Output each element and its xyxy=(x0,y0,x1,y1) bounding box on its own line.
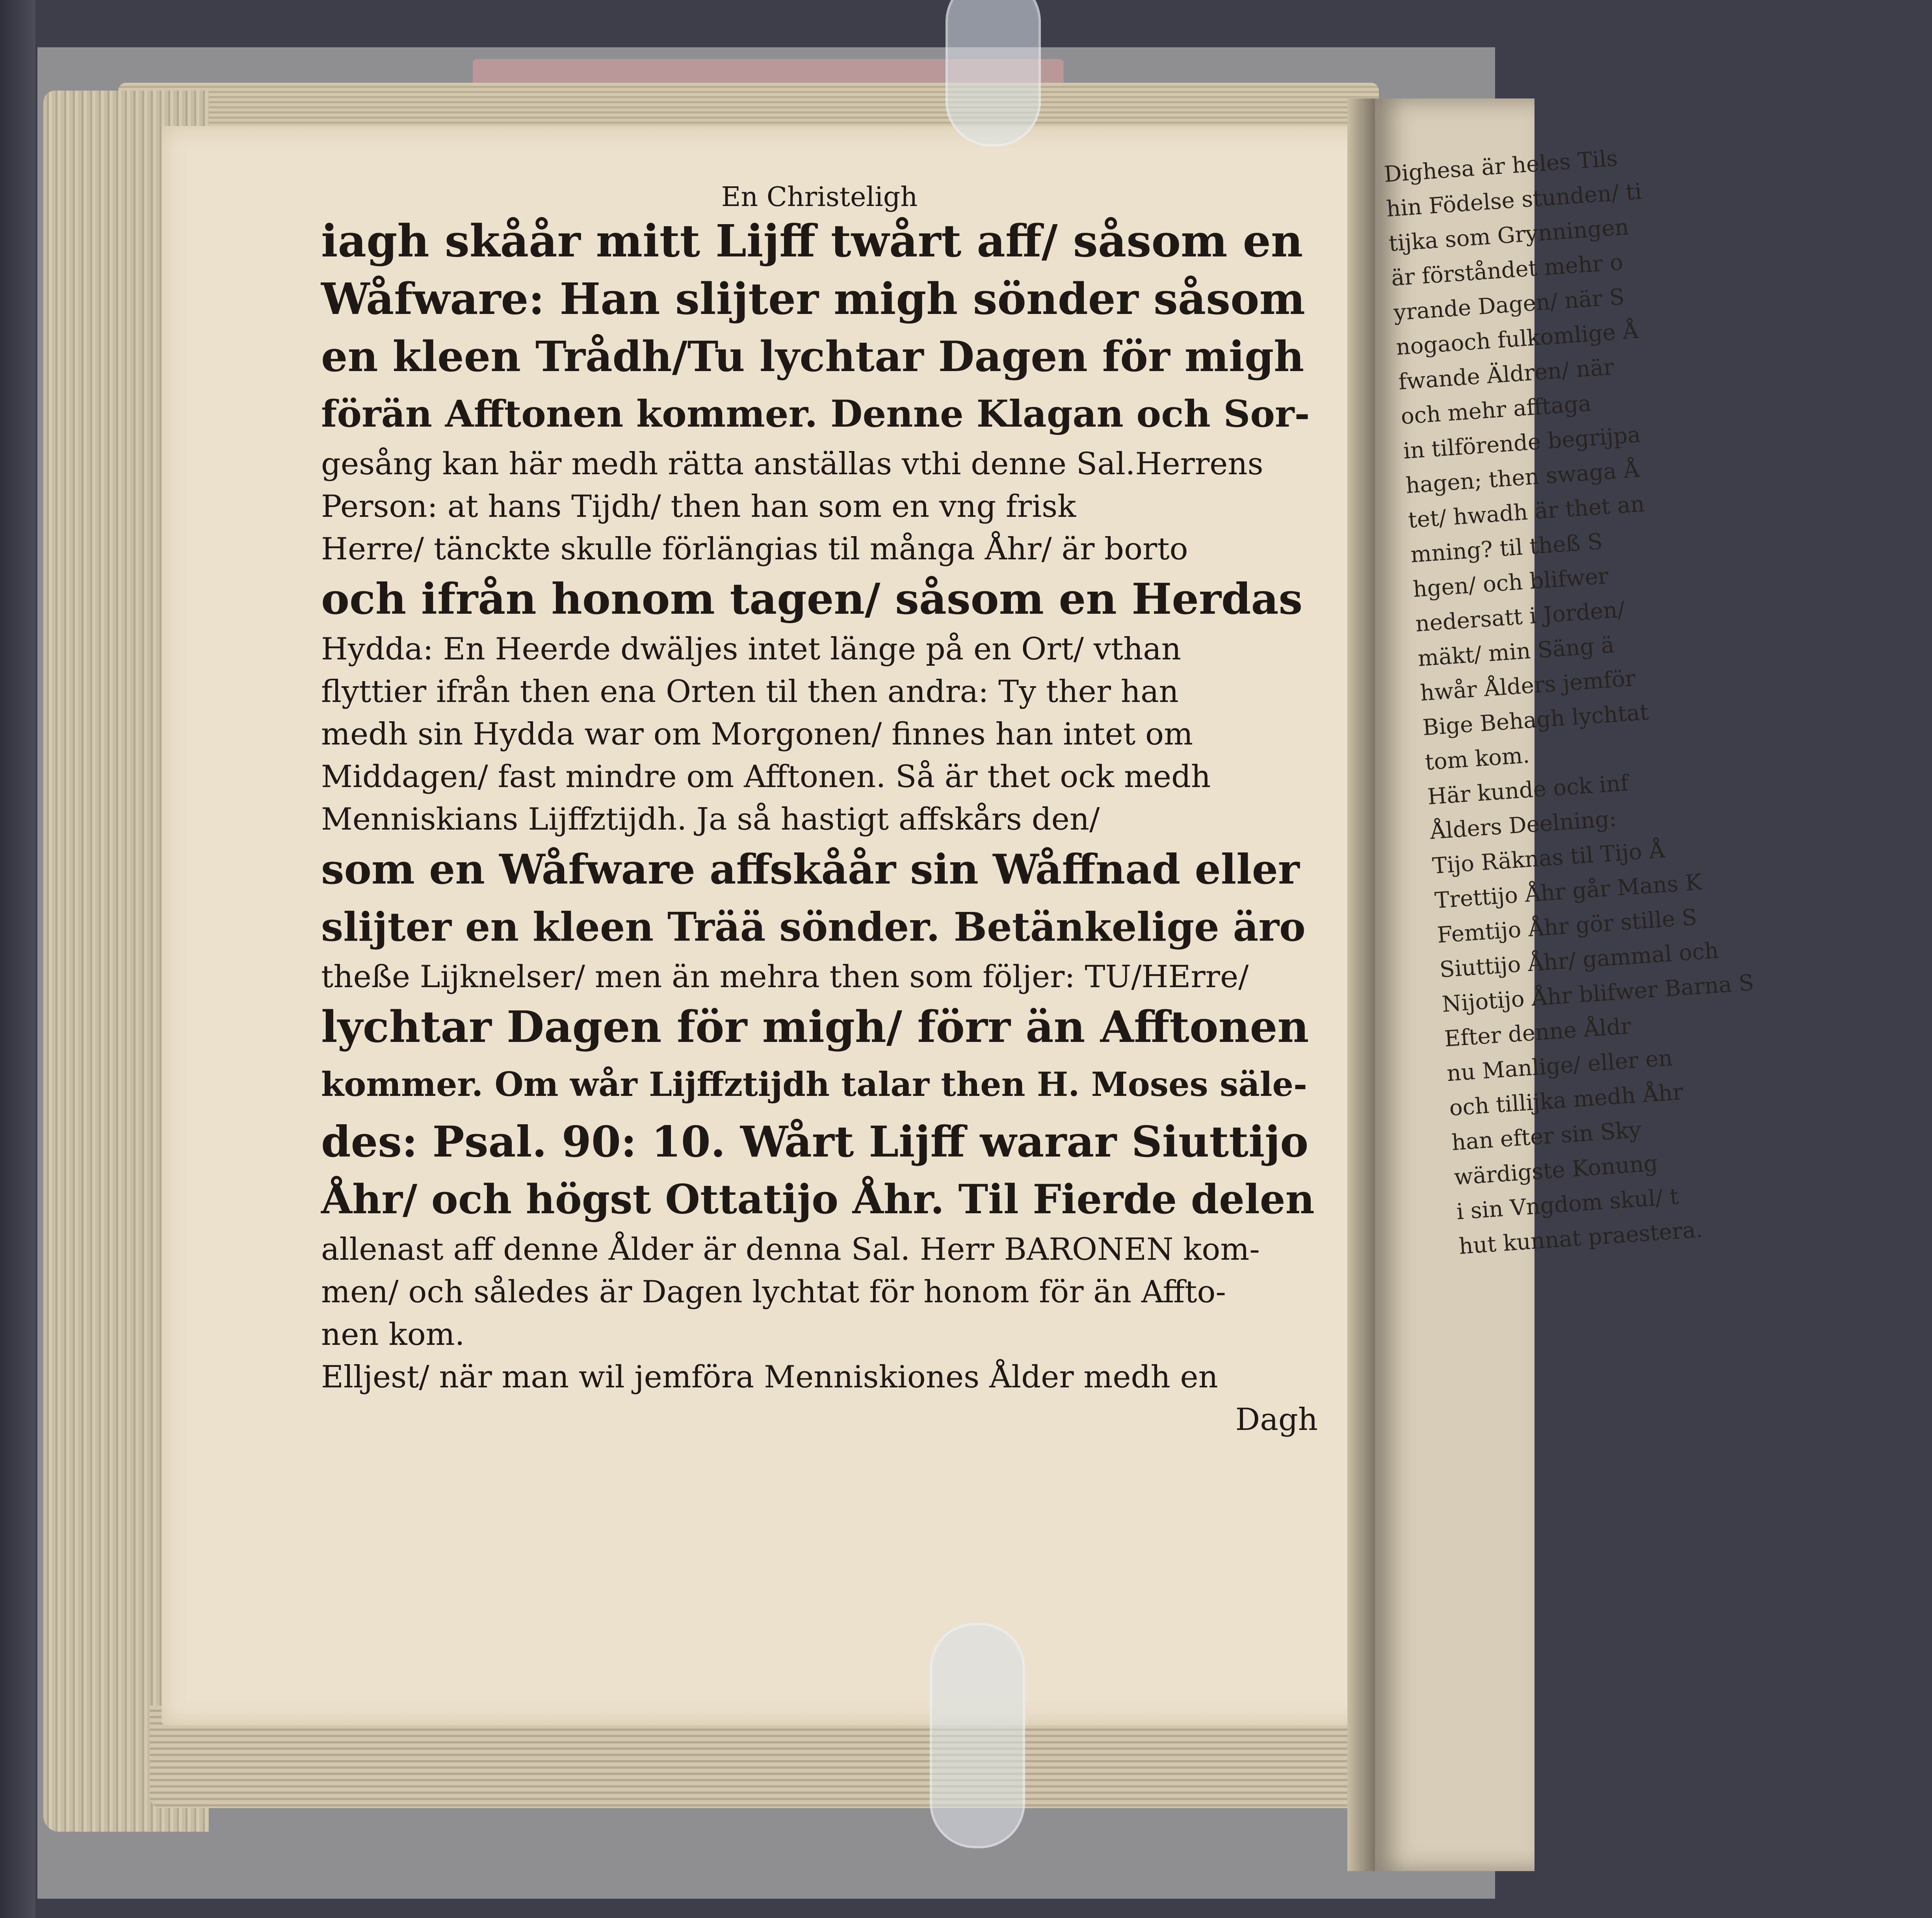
facing-line: i sin Vngdom skul/ t xyxy=(1455,1184,1679,1225)
facing-line: Nijotijo Åhr blifwer Barna S xyxy=(1441,970,1755,1017)
text-line: och ifrån honom tagen/ såsom en Herdas xyxy=(321,574,1303,624)
text-line: men/ och således är Dagen lychtat för honom för än Affto- xyxy=(321,1274,1226,1310)
text-line: medh sin Hydda war om Morgonen/ finnes han intet om xyxy=(321,717,1193,752)
text-line: Hydda: En Heerde dwäljes intet länge på en Ort/ vthan xyxy=(321,631,1181,667)
facing-line: fwande Äldren/ när xyxy=(1397,354,1615,395)
text-line: flyttier ifrån then ena Orten til then andra: Ty ther han xyxy=(321,674,1179,709)
facing-line: yrande Dagen/ när S xyxy=(1393,284,1625,326)
facing-line: hin Födelse stunden/ ti xyxy=(1385,178,1643,222)
facing-line: tijka som Grynningen xyxy=(1388,214,1630,257)
text-line: theße Lijknelser/ men än mehra then som följer: TU/HErre/ xyxy=(321,959,1249,995)
dark-background-left xyxy=(0,0,35,1918)
facing-line: Bige Behagh lychtat xyxy=(1421,699,1650,741)
text-line: des: Psal. 90: 10. Wårt Lijff warar Siuttijo xyxy=(321,1117,1309,1167)
catchword: Dagh xyxy=(1235,1402,1318,1437)
facing-line: hgen/ och blifwer xyxy=(1412,563,1609,603)
facing-line: Tijo Räknas til Tijo Å xyxy=(1431,837,1666,879)
facing-line: tom kom. xyxy=(1424,742,1531,776)
facing-line: Trettijo Åhr går Mans K xyxy=(1434,869,1703,914)
text-line: som en Wåfware affskåår sin Wåffnad eller xyxy=(321,845,1300,893)
facing-line: Efter denne Åldr xyxy=(1443,1013,1632,1052)
facing-line: är förståndet mehr o xyxy=(1390,249,1624,292)
text-line: en kleen Trådh/Tu lychtar Dagen för migh xyxy=(321,332,1304,381)
text-line: allenast aff denne Ålder är denna Sal. Herr BARONEN kom- xyxy=(321,1232,1260,1267)
facing-line: hut kunnat praestera. xyxy=(1458,1217,1704,1260)
text-line: lychtar Dagen för migh/ förr än Afftonen xyxy=(321,1001,1309,1052)
page-text xyxy=(321,173,1318,1441)
text-line: slijter en kleen Trää sönder. Betänkelige äro xyxy=(321,904,1306,950)
text-line: förän Afftonen kommer. Denne Klagan och Sor- xyxy=(321,392,1310,436)
facing-line: nogaoch fulkomlige Å xyxy=(1395,318,1639,360)
facing-line: nu Manlige/ eller en xyxy=(1446,1045,1674,1087)
text-line: gesång kan här medh rätta anställas vthi denne Sal.Herrens xyxy=(321,446,1263,482)
facing-line: in tilförende begrijpa xyxy=(1402,422,1642,464)
facing-line: mning? til theß S xyxy=(1410,529,1603,568)
facing-line: och tillijka medh Åhr xyxy=(1448,1079,1684,1121)
facing-line: han efter sin Sky xyxy=(1451,1117,1642,1156)
text-line: Person: at hans Tijdh/ then han som en vng frisk xyxy=(321,489,1076,524)
facing-line: Ålders Deelning: xyxy=(1429,806,1618,845)
text-line: Wåfware: Han slijter migh sönder såsom xyxy=(321,273,1305,324)
facing-line: hwår Ålders jemför xyxy=(1419,665,1637,706)
text-line: Herre/ tänckte skulle förlängias til många Åhr/ är borto xyxy=(321,531,1188,567)
facing-line: mäkt/ min Säng ä xyxy=(1417,632,1615,672)
facing-line: tet/ hwadh är thet an xyxy=(1407,491,1646,533)
text-line: Menniskians Lijffztijdh. Ja så hastigt affskårs den/ xyxy=(321,802,1100,837)
facing-line: hagen; then swaga Å xyxy=(1405,457,1640,499)
text-line: nen kom. xyxy=(321,1317,465,1352)
page-holder-clip-top xyxy=(946,0,1041,147)
text-line: Elljest/ när man wil jemföra Menniskiones Ålder medh en xyxy=(321,1359,1218,1395)
text-line: kommer. Om wår Lijffztijdh talar then H. Moses säle- xyxy=(321,1065,1307,1104)
facing-line: Dighesa är heles Tils xyxy=(1383,145,1619,188)
facing-line: wärdigste Konung xyxy=(1453,1150,1659,1190)
facing-page-text xyxy=(1383,124,1932,1264)
text-line: Middagen/ fast mindre om Afftonen. Så är thet ock medh xyxy=(321,759,1211,795)
running-head: En Christeligh xyxy=(721,182,918,213)
facing-line: nedersatt i Jorden/ xyxy=(1414,597,1626,637)
text-line: Åhr/ och högst Ottatijo Åhr. Til Fierde delen xyxy=(321,1176,1315,1223)
facing-line: och mehr afftaga xyxy=(1400,390,1592,430)
facing-line: Här kunde ock inf xyxy=(1427,770,1629,810)
page-holder-clip-bottom xyxy=(930,1623,1025,1848)
facing-line: Siuttijo Åhr/ gammal och xyxy=(1438,938,1720,983)
facing-line: Femtijo Åhr gör stille S xyxy=(1436,904,1698,949)
text-line: iagh skåår mitt Lijff twårt aff/ såsom en xyxy=(321,215,1303,267)
facing-page xyxy=(1375,98,1755,1871)
